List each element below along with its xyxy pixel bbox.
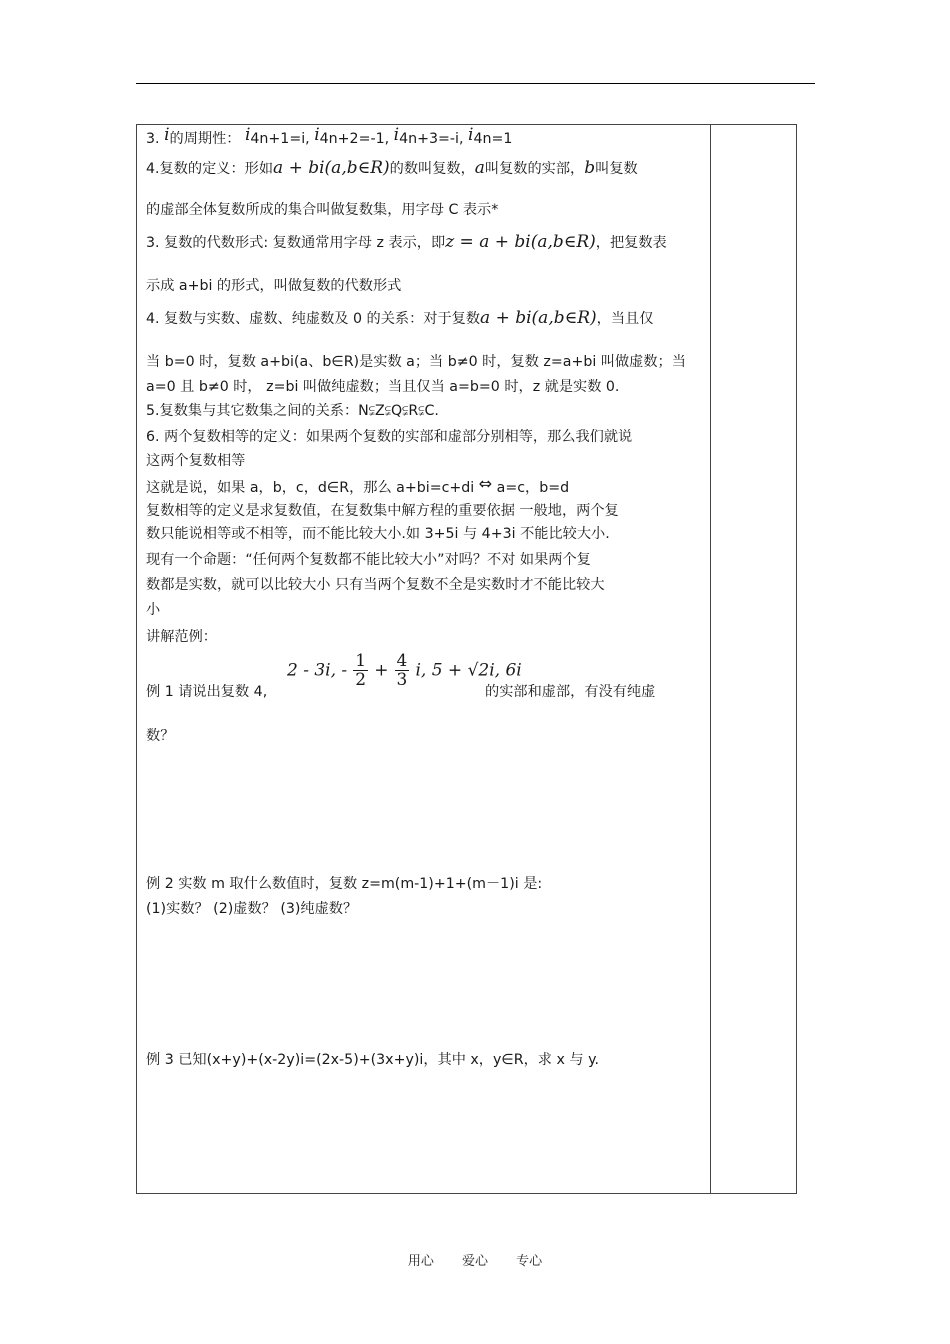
para-relations-3: a=0 且 b≠0 时， z=bi 叫做纯虚数；当且仅当 a=b=0 时，z 就是实数 0.: [146, 379, 620, 395]
para-proposition-2: 数都是实数，就可以比较大小 只有当两个复数不全是实数时才不能比较大: [146, 577, 605, 593]
footer-item: 爱心: [461, 1254, 488, 1269]
para-equality-use-2: 数只能说相等或不相等，而不能比较大小.如 3+5i 与 4+3i 不能比较大小.: [146, 526, 610, 542]
para-proposition-3: 小: [146, 602, 161, 618]
fraction-four-thirds: $\frac{4}{3}$: [396, 651, 408, 690]
example-2-text: 例 2 实数 m 取什么数值时，复数 z=m(m-1)+1+(m－1)i 是:: [146, 876, 543, 892]
para-i-period: 3. i的周期性： i4n+1=i, i4n+2=-1, i4n+3=-i, i4n=1: [146, 125, 513, 147]
section-examples-heading: 讲解范例：: [146, 629, 217, 645]
para-number-sets: 5.复数集与其它数集之间的关系：N⫋Z⫋Q⫋R⫋C.: [146, 403, 439, 419]
fraction-one-half: $\frac{1}{2}$: [355, 651, 367, 690]
para-algebraic-form-2: 示成 a+bi 的形式，叫做复数的代数形式: [146, 278, 402, 294]
example-1-text-3: 数？: [146, 728, 175, 744]
header-rule: [136, 83, 815, 84]
para-equality-use: 复数相等的定义是求复数值，在复数集中解方程的重要依据 一般地，两个复: [146, 503, 619, 519]
example-1-text: 例 1 请说出复数 4,: [146, 684, 268, 700]
para-equality-iff: 这就是说，如果 a，b，c，d∈R，那么 a+bi=c+di ⇔ a=c，b=d: [146, 474, 570, 496]
column-divider: [710, 124, 711, 1194]
para-relations: 4. 复数与实数、虚数、纯虚数及 0 的关系：对于复数a + bi(a,b∈R)，当且仅: [146, 308, 654, 328]
para-algebraic-form: 3. 复数的代数形式: 复数通常用字母 z 表示，即z = a + bi(a,b∈R)，把复数表: [146, 232, 667, 252]
page-footer: [0, 1250, 950, 1269]
para-complex-definition-2: 的虚部全体复数所成的集合叫做复数集，用字母 C 表示*: [146, 202, 499, 218]
example-2-questions: (1)实数？ (2)虚数？ (3)纯虚数？: [146, 901, 358, 917]
para-equality-def: 6. 两个复数相等的定义：如果两个复数的实部和虚部分别相等，那么我们就说: [146, 429, 633, 445]
example-1-text-2: 的实部和虚部，有没有纯虚: [485, 684, 656, 700]
para-complex-definition: 4.复数的定义：形如a + bi(a,b∈R)的数叫复数，a叫复数的实部，b叫复数: [146, 158, 638, 178]
footer-item: 用心: [407, 1254, 434, 1269]
example-1-formula: 2 - 3i, - $\frac{1}{2}$ + $\frac{4}{3}$ i, 5 + √2i, 6i: [287, 651, 522, 690]
para-relations-2: 当 b=0 时，复数 a+bi(a、b∈R)是实数 a；当 b≠0 时，复数 z=a+bi 叫做虚数；当: [146, 354, 686, 370]
para-proposition: 现有一个命题：“任何两个复数都不能比较大小”对吗？不对 如果两个复: [146, 552, 591, 568]
example-3-text: 例 3 已知(x+y)+(x-2y)i=(2x-5)+(3x+y)i，其中 x，y∈R，求 x 与 y.: [146, 1052, 599, 1068]
para-equality-def-2: 这两个复数相等: [146, 453, 246, 469]
iff-symbol: ⇔: [478, 474, 493, 493]
footer-item: 专心: [516, 1254, 543, 1269]
